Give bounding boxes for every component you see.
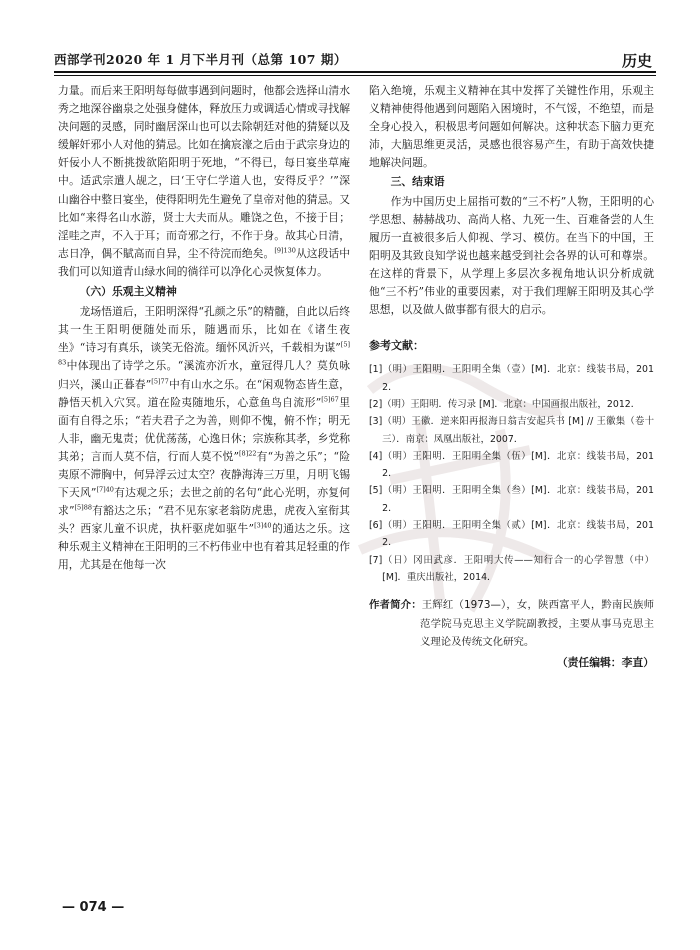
- citation: [5]67: [321, 395, 339, 403]
- reference-item: [4]（明）王阳明．王阳明全集（伍）[M]．北京：线装书局，2012．: [369, 450, 654, 480]
- section-title: 历史: [621, 52, 652, 70]
- left-column: [58, 82, 350, 575]
- author-label: 作者简介：: [369, 599, 422, 612]
- editor-credit: （责任编辑：李直）: [556, 655, 654, 669]
- reference-item: [3]（明）王徽．逆来阳再报海日翁吉安起兵书 [M] // 王徽集（卷十三）．南京：凤凰出版社，2007．: [369, 416, 654, 445]
- paragraph-text: 有达观之乐；去世之前的名句“此心光明，亦复何求”: [58, 486, 350, 518]
- citation: [8]22: [239, 449, 257, 458]
- author-bio: [369, 596, 654, 652]
- right-column: [369, 82, 654, 672]
- journal-masthead: 西部学刊2020 年 1 月下半月刊（总第 107 期）: [54, 52, 347, 67]
- paragraph-text: 有豁达之乐；“君不见东家老翁防虎患，虎夜入室衔其头？西家儿童不识虎，执杆驱虎如驱牛”: [58, 504, 350, 536]
- paragraph-text: 中有山水之乐。在“闲观物态皆生意，静悟天机入穴冥。道在险夷随地乐，心意鱼鸟自流形”: [58, 377, 350, 409]
- paragraph: 作为中国历史上屈指可数的“三不朽”人物，王阳明的心学思想、赫赫战功、高尚人格、九死一生、百难备尝的人生履历一直被很多后人仰视、学习、模仿。在当下的中国，王阳明及其致良知学说也越来越受到社会各界的认可和尊崇。在这样的背景下，从学理上多层次多视角地认识分析成就他“三不朽”伟业的重要因素，对于我们理解王阳明及其心学思想，以及做人做事都有很大的启示。: [369, 194, 654, 317]
- citation: [9]130: [274, 246, 296, 255]
- paragraph: [58, 303, 350, 574]
- paragraph-text: 中体现出了诗学之乐。“溪流亦沂水，童冠得几人？莫负咏归兴，溪山正暮春”: [58, 359, 350, 391]
- references-list: [369, 361, 654, 586]
- subsection-heading: （六）乐观主义精神: [79, 285, 177, 299]
- citation: [5]88: [74, 503, 92, 512]
- section-heading: 三、结束语: [390, 175, 445, 189]
- reference-item: [6]（明）王阳明．王阳明全集（贰）[M]．北京：线装书局，2012．: [369, 519, 654, 549]
- paragraph: [58, 82, 350, 281]
- paragraph-text: 龙场悟道后，王阳明深得“孔颜之乐”的精髓，自此以后终其一生王阳明便随处而乐，随遇而乐，比如在《诸生夜坐》“诗习有真乐，谈笑无俗流。缅怀风沂兴，千载相为谋”: [58, 305, 350, 355]
- citation: [5]77: [151, 376, 169, 385]
- citation: [7]40: [96, 485, 114, 494]
- author-text: 王辉红（1973—），女，陕西富平人，黔南民族师范学院马克思主义学院副教授，主要从事马克思主义理论及传统文化研究。: [419, 599, 655, 649]
- citation: [5]83: [58, 340, 350, 367]
- reference-item: [7]（日）冈田武彦．王阳明大传——知行合一的心学智慧（中）[M]．重庆出版社，2014．: [369, 554, 654, 583]
- references-title: 参考文献：: [369, 339, 424, 353]
- paragraph-text: 里面有自得之乐；“若夫君子之为善，则仰不愧，俯不怍；明无人非，幽无鬼责；优优荡荡，心逸日休；宗族称其孝，乡党称其弟；言而人莫不信，行而人莫不悦”: [58, 395, 350, 463]
- paragraph-text: 力量。而后来王阳明每每做事遇到问题时，他都会选择山清水秀之地深谷幽泉之处强身健体，释放压力或调适心情或寻找解决问题的灵感，同时幽居深山也可以去除朝廷对他的猜疑以及缓解奸邪小人对他的猜忌。比如在擒宸濠之后由于武宗身边的奸佞小人不断挑拨欲陷阳明于死地，“不得已，每日宴坐草庵中。适武宗遣人觇之，曰‘王守仁学道人也，安得反乎？’”深山幽谷中整日宴坐，使得阳明先生避免了皇帝对他的猜忌。又比如“来得名山水游，贤士大夫而从。雕饶之色，不接于目；淫哇之声，不入于耳；而奇邪之行，不作于身。故其心日清，志日净，偶不賦高而自异，尘不待浣而绝矣。: [58, 84, 350, 260]
- paragraph-text: 有“为善之乐”；“险夷原不滞胸中，何异浮云过太空？夜静海涛三万里，月明飞锡下天风”: [58, 449, 350, 500]
- paragraph-text: 的通达之乐。这种乐观主义精神在王阳明的三不朽伟业中也有着其足轻重的作用，尤其是在他每一次: [58, 522, 351, 572]
- paragraph-text: 从这段话中我们可以知道青山绿水间的徜徉可以净化心灵恢复体力。: [58, 246, 351, 278]
- reference-item: [5]（明）王阳明．王阳明全集（叁）[M]．北京：线装书局，2012．: [369, 485, 654, 514]
- paragraph: 陷入绝境，乐观主义精神在其中发挥了关键性作用，乐观主义精神使得他遇到问题陷入困境时，不气馁，不绝望，而是全身心投入，积极思考问题如何解决。这种状态下脑力更充沛，大脑思维更灵活，灵感也很容易产生，有助于高效快捷地解决问题。: [369, 84, 654, 170]
- page-number: — 074 —: [62, 900, 125, 915]
- running-header: [54, 48, 654, 70]
- citation: [3]40: [254, 521, 272, 530]
- header-rule-thick: [54, 71, 656, 73]
- reference-item: [2]（明）王阳明．传习录 [M]．北京：中国画报出版社，2012．: [369, 398, 641, 410]
- header-rule-thin: [54, 75, 656, 76]
- reference-item: [1]（明）王阳明．王阳明全集（壹）[M]．北京：线装书局，2012．: [369, 364, 654, 393]
